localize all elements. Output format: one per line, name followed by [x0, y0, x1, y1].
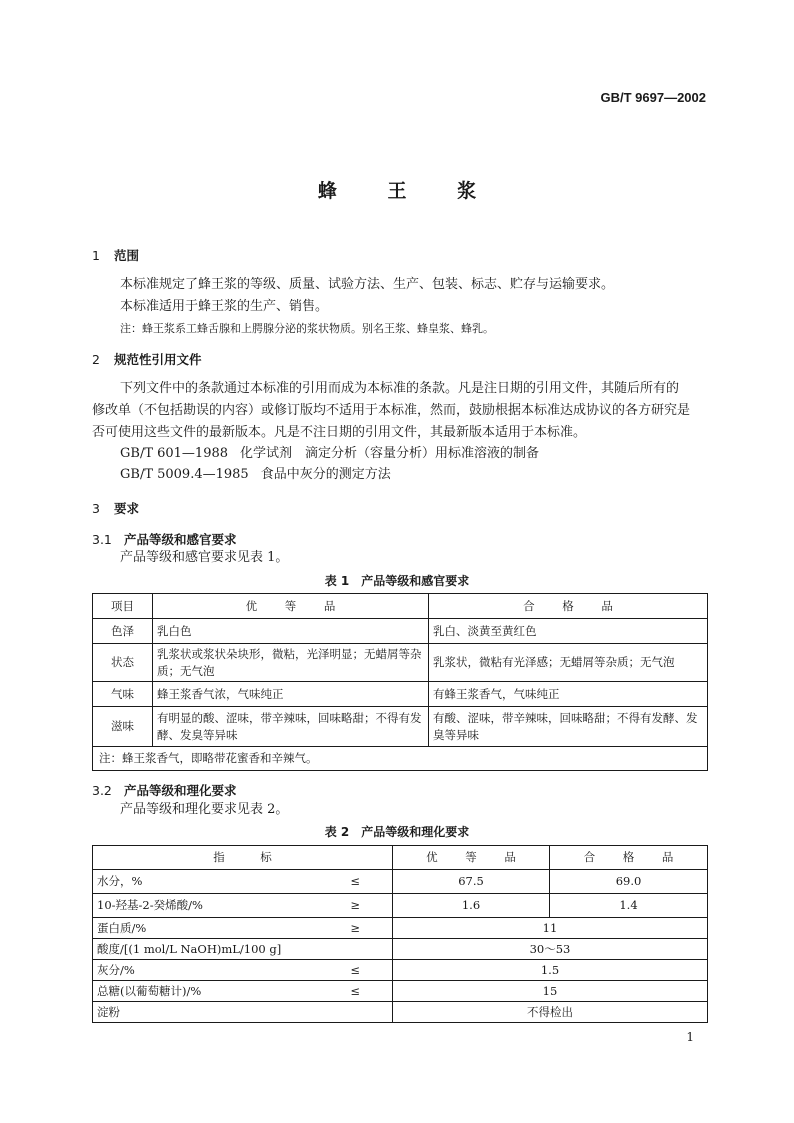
table-2-caption: 表 2 产品等级和理化要求: [324, 825, 470, 839]
table-header-row: [93, 594, 708, 619]
premium-cell: 蜂王浆香气浓，气味纯正: [153, 682, 429, 707]
value-cell: 1.5: [393, 960, 708, 981]
reference-item: [120, 443, 539, 465]
premium-cell: 乳浆状或浆状朵块形，微粘，光泽明显；无蜡屑等杂质；无气泡: [153, 644, 429, 682]
reference-item: [120, 464, 391, 486]
premium-cell: 有明显的酸、涩味，带辛辣味，回味略甜；不得有发酵、发臭等异味: [153, 707, 429, 747]
reference-code: GB/T 601—1988: [120, 446, 229, 461]
section-number: 1: [92, 248, 100, 263]
section-3-2-text: 产品等级和理化要求见表 2。: [120, 802, 289, 817]
section-title: 规范性引用文件: [114, 352, 202, 367]
table-row: [93, 682, 708, 707]
qualified-cell: 乳浆状，微粘有光泽感；无蜡屑等杂质；无气泡: [429, 644, 708, 682]
qualified-cell: 69.0: [550, 870, 708, 894]
indicator-name: 淀粉: [97, 1004, 120, 1019]
section-number: 3.1: [92, 532, 112, 547]
table-row: [93, 1002, 708, 1023]
table-row: [93, 707, 708, 747]
qualified-cell: 乳白、淡黄至黄红色: [429, 619, 708, 644]
item-cell: 滋味: [93, 707, 153, 747]
indicator-name: 总糖(以葡萄糖计)/%: [97, 983, 202, 998]
section-number: 2: [92, 352, 100, 367]
indicator-name: 灰分/%: [97, 962, 135, 977]
qualified-cell: 1.4: [550, 894, 708, 918]
value-cell: 不得检出: [393, 1002, 708, 1023]
indicator-cell: [93, 939, 393, 960]
qualified-cell: 有蜂王浆香气，气味纯正: [429, 682, 708, 707]
section-2-intro-line: 修改单（不包括勘误的内容）或修订版均不适用于本标准，然而，鼓励根据本标准达成协议的各方研究是: [92, 403, 691, 418]
value-cell: 15: [393, 981, 708, 1002]
comparison-symbol: ≥: [350, 898, 360, 912]
column-header: 指 标: [93, 846, 393, 870]
column-header: 优 等 品: [153, 594, 429, 619]
indicator-name: 10-羟基-2-癸烯酸/%: [97, 898, 203, 912]
comparison-symbol: ≤: [350, 983, 360, 998]
document-title: 蜂 王 浆: [317, 180, 499, 202]
section-2-intro-line: 下列文件中的条款通过本标准的引用而成为本标准的条款。凡是注日期的引用文件，其随后所有的: [120, 381, 680, 396]
table-1-caption: 表 1 产品等级和感官要求: [324, 574, 470, 588]
reference-title: 化学试剂 滴定分析（容量分析）用标准溶液的制备: [240, 446, 540, 461]
section-1-paragraph: 本标准规定了蜂王浆的等级、质量、试验方法、生产、包装、标志、贮存与运输要求。: [120, 277, 615, 292]
standard-code: GB/T 9697—2002: [600, 90, 706, 105]
table-row: [93, 894, 708, 918]
indicator-cell: [93, 960, 393, 981]
section-number: 3: [92, 501, 100, 516]
table-row: [93, 870, 708, 894]
section-title: 产品等级和感官要求: [124, 532, 237, 547]
section-3-1-heading: [92, 530, 237, 548]
table-note: 注：蜂王浆香气，即略带花蜜香和辛辣气。: [93, 747, 708, 771]
reference-title: 食品中灰分的测定方法: [260, 467, 391, 482]
indicator-name: 水分，%: [97, 874, 143, 888]
section-title: 范围: [114, 248, 140, 263]
value-cell: 11: [393, 918, 708, 939]
section-2-intro-line: 否可使用这些文件的最新版本。凡是不注日期的引用文件，其最新版本适用于本标准。: [92, 425, 587, 440]
premium-cell: 67.5: [393, 870, 550, 894]
reference-code: GB/T 5009.4—1985: [120, 467, 249, 482]
column-header: 项目: [93, 594, 153, 619]
comparison-symbol: ≤: [350, 874, 360, 888]
premium-cell: 1.6: [393, 894, 550, 918]
table-row: [93, 981, 708, 1002]
item-cell: 状态: [93, 644, 153, 682]
column-header: 优 等 品: [393, 846, 550, 870]
section-3-1-text: 产品等级和感官要求见表 1。: [120, 550, 289, 565]
column-header: 合 格 品: [429, 594, 708, 619]
table-header-row: [93, 846, 708, 870]
section-number: 3.2: [92, 783, 112, 798]
qualified-cell: 有酸、涩味，带辛辣味，回味略甜；不得有发酵、发臭等异味: [429, 707, 708, 747]
table-row: [93, 939, 708, 960]
item-cell: 气味: [93, 682, 153, 707]
indicator-cell: [93, 981, 393, 1002]
table-note-row: [93, 747, 708, 771]
section-1-heading: [92, 246, 139, 264]
indicator-cell: [93, 1002, 393, 1023]
page-number: 1: [686, 1030, 694, 1044]
table-row: [93, 644, 708, 682]
table-row: [93, 619, 708, 644]
section-3-heading: [92, 499, 139, 517]
item-cell: 色泽: [93, 619, 153, 644]
value-cell: 30～53: [393, 939, 708, 960]
comparison-symbol: ≥: [350, 920, 360, 935]
section-title: 要求: [114, 501, 140, 516]
indicator-cell: [93, 918, 393, 939]
table-2: [92, 845, 708, 1023]
section-title: 产品等级和理化要求: [124, 783, 237, 798]
table-row: [93, 918, 708, 939]
premium-cell: 乳白色: [153, 619, 429, 644]
indicator-cell: [93, 870, 393, 894]
section-3-2-heading: [92, 781, 237, 799]
column-header: 合 格 品: [550, 846, 708, 870]
section-1-note: 注：蜂王浆系工蜂舌腺和上腭腺分泌的浆状物质。别名王浆、蜂皇浆、蜂乳。: [120, 322, 494, 335]
table-row: [93, 960, 708, 981]
indicator-cell: [93, 894, 393, 918]
indicator-name: 酸度/[(1 mol/L NaOH)mL/100 g]: [97, 941, 282, 956]
table-1: [92, 593, 708, 771]
section-2-heading: [92, 350, 202, 368]
comparison-symbol: ≤: [350, 962, 360, 977]
section-1-paragraph: 本标准适用于蜂王浆的生产、销售。: [120, 299, 329, 314]
indicator-name: 蛋白质/%: [97, 920, 147, 935]
